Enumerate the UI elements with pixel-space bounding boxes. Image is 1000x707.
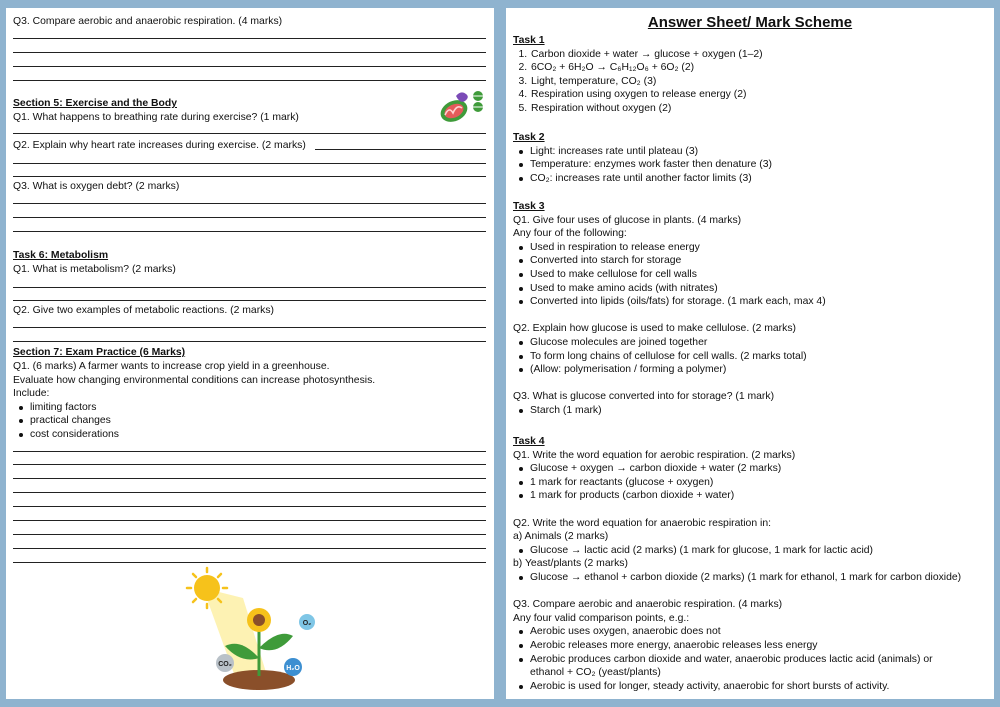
task-heading: Task 4 bbox=[513, 436, 545, 447]
question-text: Q1. Give four uses of glucose in plants. (4 marks) bbox=[513, 214, 742, 226]
question-text: Q3. Compare aerobic and anaerobic respiration. (4 marks) bbox=[513, 599, 783, 611]
answer-line bbox=[13, 327, 486, 328]
answer-line bbox=[13, 520, 486, 521]
list-item: Used in respiration to release energy bbox=[513, 241, 989, 255]
sunflower-icon bbox=[247, 608, 271, 632]
question-text: Evaluate how changing environmental conditions can increase photosynthesis. bbox=[13, 374, 376, 386]
section-heading: Task 6: Metabolism bbox=[13, 250, 109, 261]
bullet-list bbox=[513, 404, 989, 418]
task-heading: Task 1 bbox=[513, 35, 545, 46]
bullet-list bbox=[513, 571, 989, 585]
task2-block bbox=[513, 131, 989, 185]
question-text: Q1. Write the word equation for aerobic respiration. (2 marks) bbox=[513, 449, 796, 461]
mitochondria-icon bbox=[436, 86, 488, 126]
list-item: Glucose → lactic acid (2 marks) (1 mark for glucose, 1 mark for lactic acid) bbox=[513, 544, 989, 558]
answer-line bbox=[13, 80, 486, 81]
answer-line bbox=[13, 38, 486, 39]
h2o-bubble bbox=[284, 658, 302, 676]
page-title: Answer Sheet/ Mark Scheme bbox=[647, 14, 853, 31]
list-item: Aerobic is used for longer, steady activity, anaerobic for short bursts of activity. bbox=[513, 680, 961, 694]
list-item: Used to make amino acids (with nitrates) bbox=[513, 282, 989, 296]
answer-line bbox=[13, 464, 486, 465]
list-item: Converted into lipids (oils/fats) for storage. (1 mark each, max 4) bbox=[513, 295, 989, 309]
include-list bbox=[13, 401, 488, 442]
answer-line bbox=[13, 133, 486, 134]
list-item: Glucose + oxygen → carbon dioxide + water (2 marks) bbox=[513, 462, 989, 476]
question-text: Q2. Explain how glucose is used to make cellulose. (2 marks) bbox=[513, 323, 796, 335]
answer-line bbox=[315, 149, 486, 150]
answer-line bbox=[13, 548, 486, 549]
question-text: Q2. Explain why heart rate increases during exercise. (2 marks) bbox=[13, 140, 306, 151]
answer-line bbox=[13, 562, 486, 563]
answer-line bbox=[13, 52, 486, 53]
bullet-list bbox=[513, 625, 989, 693]
list-item: Light: increases rate until plateau (3) bbox=[513, 145, 989, 159]
exam-question bbox=[13, 360, 488, 442]
question-text: Q2. Write the word equation for anaerobic respiration in: bbox=[513, 517, 771, 529]
question-text: Q2. Give two examples of metabolic reactions. (2 marks) bbox=[13, 305, 275, 316]
answer-line bbox=[13, 66, 486, 67]
section-heading: Section 5: Exercise and the Body bbox=[13, 98, 177, 109]
list-item: Glucose → ethanol + carbon dioxide (2 marks) (1 mark for ethanol, 1 mark for carbon dioxide) bbox=[513, 571, 989, 585]
question-text: Q3. What is glucose converted into for storage? (1 mark) bbox=[513, 391, 775, 403]
list-item: To form long chains of cellulose for cell walls. (2 marks total) bbox=[513, 350, 989, 364]
list-item: Aerobic releases more energy, anaerobic releases less energy bbox=[513, 639, 961, 653]
sub-question: a) Animals (2 marks) bbox=[513, 531, 609, 543]
answer-line bbox=[13, 478, 486, 479]
answer-line bbox=[13, 451, 486, 452]
numbered-list bbox=[513, 48, 989, 116]
include-label: Include: bbox=[13, 388, 50, 400]
task-heading: Task 3 bbox=[513, 201, 545, 212]
list-item: cost considerations bbox=[13, 428, 488, 442]
question-text: Q1. What happens to breathing rate during exercise? (1 mark) bbox=[13, 112, 299, 123]
bullet-list bbox=[513, 336, 989, 377]
answer-intro: Any four valid comparison points, e.g.: bbox=[513, 612, 690, 624]
answer-line bbox=[13, 231, 486, 232]
question-text: Q1. (6 marks) A farmer wants to increase crop yield in a greenhouse. bbox=[13, 361, 330, 372]
h2o-label: H₂O bbox=[286, 665, 300, 672]
question-text: Q3. Compare aerobic and anaerobic respiration. (4 marks) bbox=[13, 16, 283, 27]
answer-line bbox=[13, 492, 486, 493]
list-item: Used to make cellulose for cell walls bbox=[513, 268, 989, 282]
bullet-list bbox=[513, 544, 989, 558]
list-item: Aerobic produces carbon dioxide and water, anaerobic produces lactic acid (animals) or ethanol + CO₂ (yeast/plants) bbox=[513, 653, 961, 680]
bullet-list bbox=[513, 241, 989, 309]
list-item: Glucose molecules are joined together bbox=[513, 336, 989, 350]
answer-line bbox=[13, 506, 486, 507]
list-item: 5. Respiration without oxygen (2) bbox=[530, 102, 989, 116]
answer-line bbox=[13, 203, 486, 204]
list-item: 4. Respiration using oxygen to release energy (2) bbox=[530, 88, 989, 102]
worksheet-page bbox=[6, 8, 494, 699]
list-item: 1 mark for products (carbon dioxide + water) bbox=[513, 489, 989, 503]
task4-block bbox=[513, 435, 989, 693]
task1-block bbox=[513, 34, 989, 116]
list-item: CO₂: increases rate until another factor limits (3) bbox=[513, 172, 989, 186]
list-item: 2. 6CO₂ + 6H₂O → C₆H₁₂O₆ + 6O₂ (2) bbox=[530, 61, 989, 75]
list-item: limiting factors bbox=[13, 401, 488, 415]
answer-intro: Any four of the following: bbox=[513, 228, 627, 240]
answer-line bbox=[13, 534, 486, 535]
answer-line bbox=[13, 300, 486, 301]
answer-line bbox=[13, 163, 486, 164]
list-item: 3. Light, temperature, CO₂ (3) bbox=[530, 75, 989, 89]
answer-line bbox=[13, 341, 486, 342]
o2-bubble bbox=[299, 614, 315, 630]
list-item: Starch (1 mark) bbox=[513, 404, 989, 418]
co2-label: CO₂ bbox=[218, 661, 232, 668]
question-text: Q3. What is oxygen debt? (2 marks) bbox=[13, 181, 180, 192]
task3-block bbox=[513, 200, 989, 418]
answer-line bbox=[13, 176, 486, 177]
answer-sheet-page bbox=[506, 8, 994, 699]
list-item: Aerobic uses oxygen, anaerobic does not bbox=[513, 625, 961, 639]
answer-line bbox=[13, 217, 486, 218]
list-item: Temperature: enzymes work faster then denature (3) bbox=[513, 158, 989, 172]
bullet-list bbox=[513, 145, 989, 186]
list-item: (Allow: polymerisation / forming a polymer) bbox=[513, 363, 989, 377]
sun-icon bbox=[187, 568, 227, 608]
photosynthesis-illustration bbox=[181, 566, 321, 692]
list-item: 1. Carbon dioxide + water → glucose + oxygen (1–2) bbox=[530, 48, 989, 62]
task-heading: Task 2 bbox=[513, 132, 545, 143]
list-item: 1 mark for reactants (glucose + oxygen) bbox=[513, 476, 989, 490]
o2-label: O₂ bbox=[302, 620, 312, 627]
question-text: Q1. What is metabolism? (2 marks) bbox=[13, 264, 176, 275]
list-item: Converted into starch for storage bbox=[513, 254, 989, 268]
list-item: practical changes bbox=[13, 414, 488, 428]
bullet-list bbox=[513, 462, 989, 503]
section-heading: Section 7: Exam Practice (6 Marks) bbox=[13, 347, 186, 358]
answer-line bbox=[13, 287, 486, 288]
sub-question: b) Yeast/plants (2 marks) bbox=[513, 558, 628, 570]
co2-bubble bbox=[216, 654, 234, 672]
